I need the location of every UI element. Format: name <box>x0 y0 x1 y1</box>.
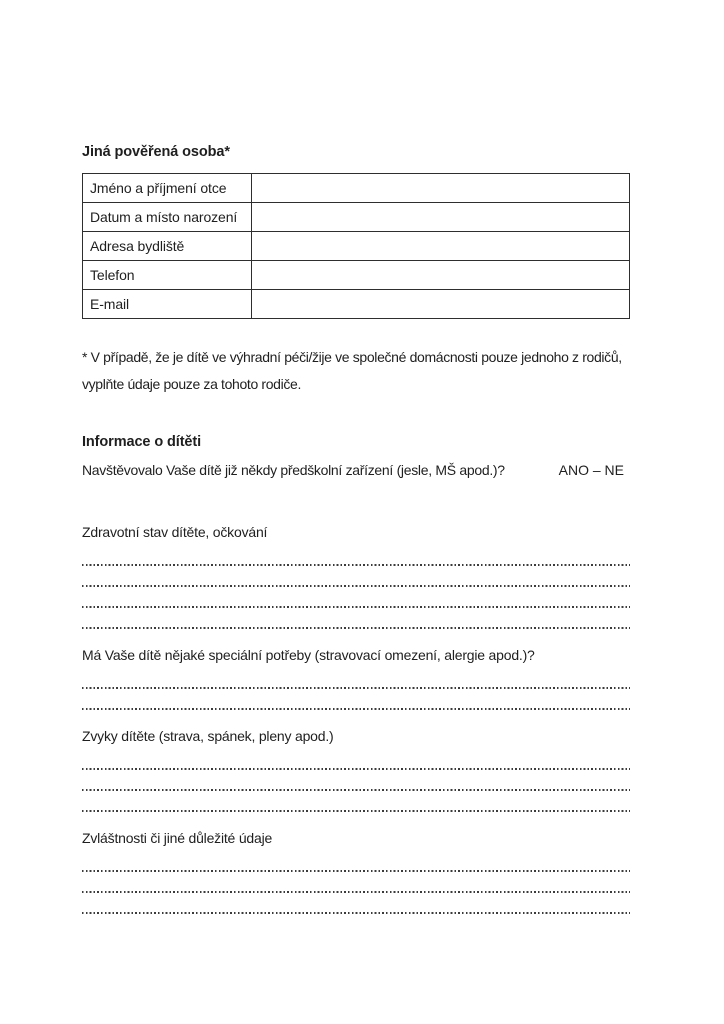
section-special-needs <box>82 647 630 710</box>
section-label: Zvyky dítěte (strava, spánek, pleny apod.) <box>82 728 334 744</box>
table-row-value-cell <box>252 232 630 261</box>
preschool-question <box>82 462 630 479</box>
table-row-label: Telefon <box>83 261 252 290</box>
table-row-label: Datum a místo narození <box>83 203 252 232</box>
table-row <box>83 174 630 203</box>
section-label: Zdravotní stav dítěte, očkování <box>82 524 268 540</box>
dotted-answer-line <box>82 606 630 608</box>
table-row-value-cell <box>252 174 630 203</box>
question-text: Navštěvovalo Vaše dítě již někdy předškolní zařízení (jesle, MŠ apod.)? <box>82 462 505 478</box>
table-row-value-cell <box>252 290 630 319</box>
section-habits <box>82 728 630 812</box>
dotted-answer-line <box>82 564 630 566</box>
table-row <box>83 261 630 290</box>
table-row-label: Jméno a příjmení otce <box>83 174 252 203</box>
dotted-answer-line <box>82 585 630 587</box>
table-row <box>83 232 630 261</box>
dotted-answer-line <box>82 708 630 710</box>
document-content <box>82 0 630 1024</box>
footnote-line-1: * V případě, že je dítě ve výhradní péči/žije ve společné domácnosti pouze jednoho z rodičů, <box>82 349 622 365</box>
dotted-answer-line <box>82 912 630 914</box>
footnote <box>82 344 630 398</box>
dotted-answer-line <box>82 870 630 872</box>
other-person-table <box>82 173 630 319</box>
table-row <box>83 290 630 319</box>
dotted-answer-line <box>82 789 630 791</box>
section-label: Zvláštnosti či jiné důležité údaje <box>82 830 273 846</box>
footnote-line-2: vyplňte údaje pouze za tohoto rodiče. <box>82 376 301 392</box>
table-row-value-cell <box>252 261 630 290</box>
dotted-answer-line <box>82 768 630 770</box>
table-row <box>83 203 630 232</box>
dotted-answer-line <box>82 891 630 893</box>
table-row-value-cell <box>252 203 630 232</box>
section-heading-child-info: Informace o dítěti <box>82 434 202 450</box>
section-health <box>82 524 630 629</box>
section-label: Má Vaše dítě nějaké speciální potřeby (stravovací omezení, alergie apod.)? <box>82 647 535 663</box>
section-heading-other-person: Jiná pověřená osoba* <box>82 144 230 160</box>
dotted-answer-line <box>82 810 630 812</box>
table-row-label: Adresa bydliště <box>83 232 252 261</box>
question-answer-options: ANO – NE <box>558 462 624 478</box>
table-row-label: E-mail <box>83 290 252 319</box>
dotted-answer-line <box>82 687 630 689</box>
dotted-answer-line <box>82 627 630 629</box>
section-other-notes <box>82 830 630 914</box>
